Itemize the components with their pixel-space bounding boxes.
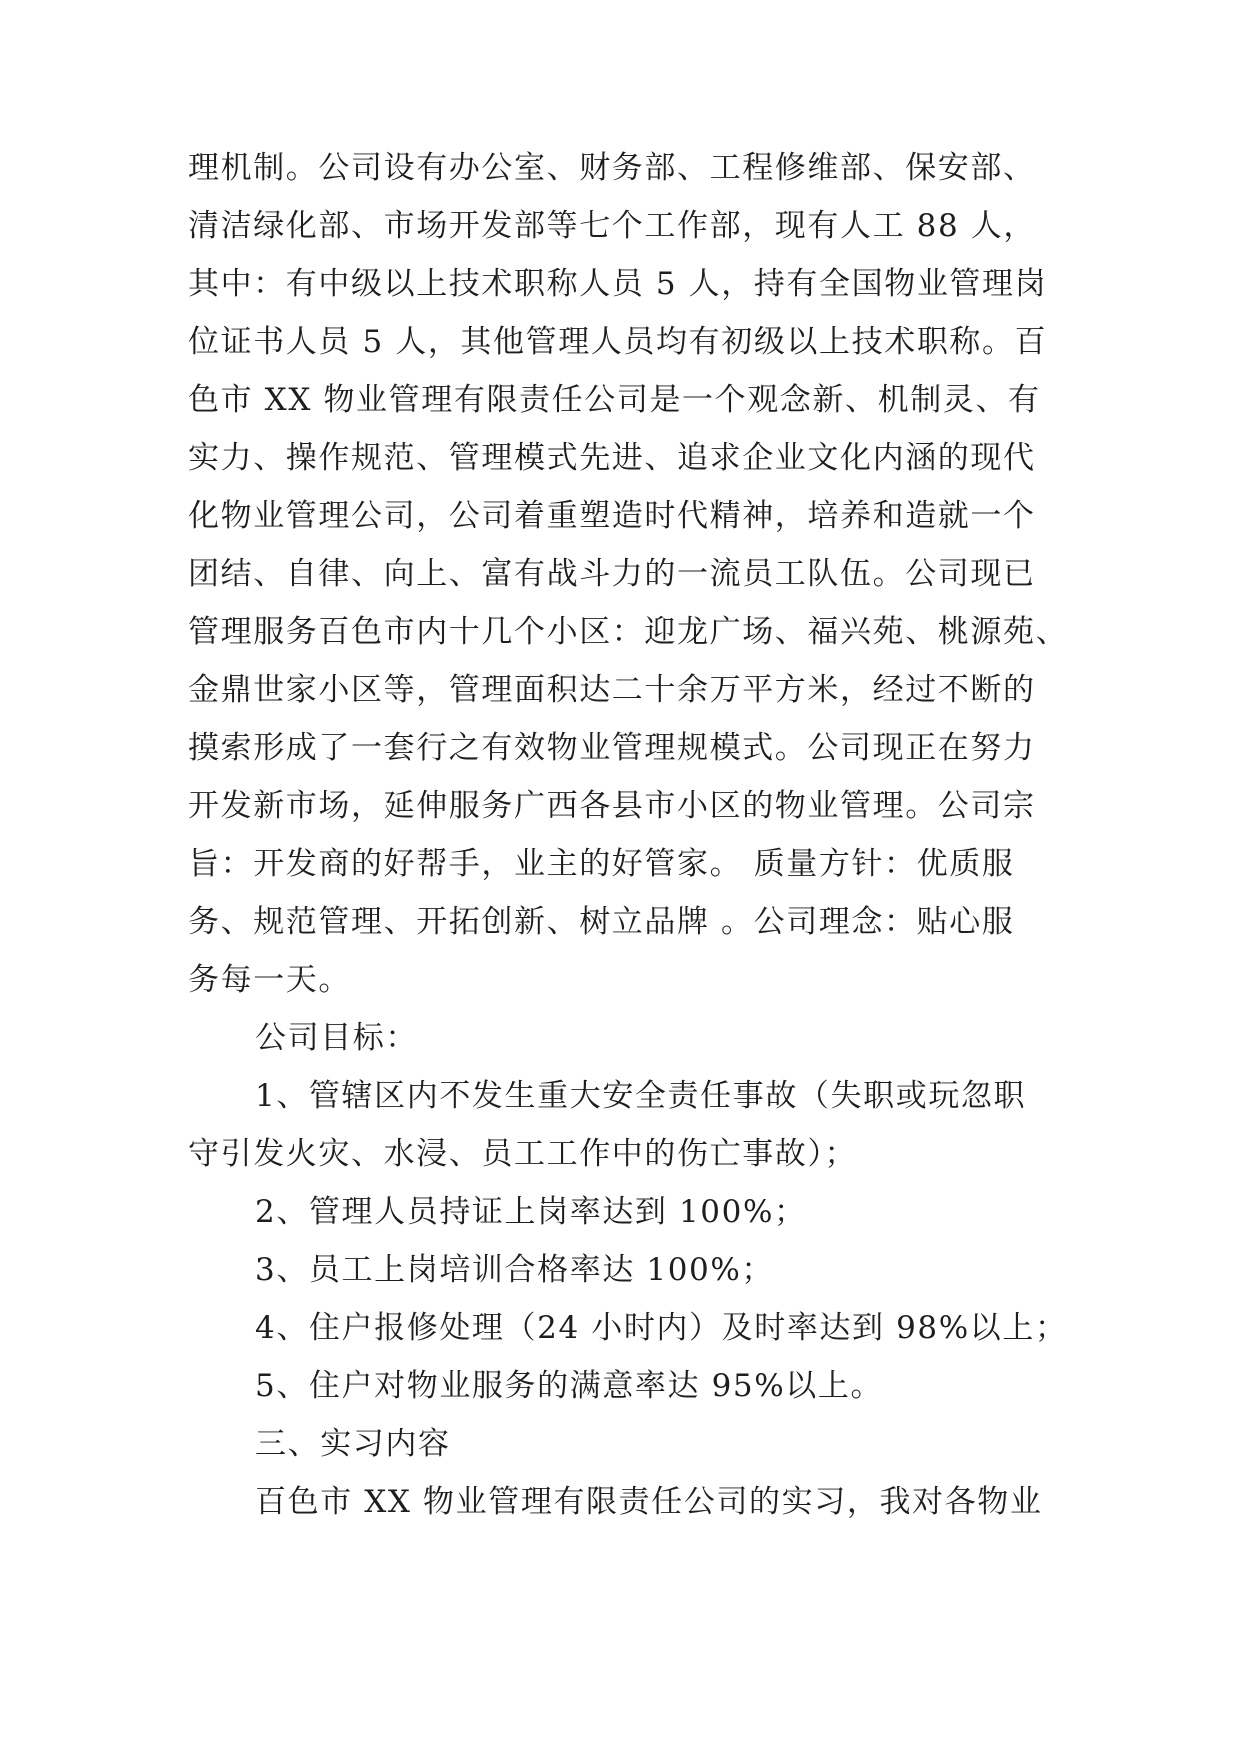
body-text-line: 旨：开发商的好帮手，业主的好管家。 质量方针：优质服 [188,846,1015,882]
body-text-line: 团结、自律、向上、富有战斗力的一流员工队伍。公司现已 [188,556,1036,592]
body-text-line: 务每一天。 [188,962,351,998]
body-text-line: 色市 XX 物业管理有限责任公司是一个观念新、机制灵、有 [188,382,1041,418]
goal-item-1: 1、管辖区内不发生重大安全责任事故（失职或玩忽职 [255,1078,1027,1114]
goal-item-2: 2、管理人员持证上岗率达到 100%； [255,1194,807,1230]
section-heading-internship-content: 三、实习内容 [255,1426,451,1462]
goal-item-5: 5、住户对物业服务的满意率达 95%以上。 [255,1368,884,1404]
body-text-line: 开发新市场，延伸服务广西各县市小区的物业管理。公司宗 [188,788,1036,824]
body-text-line: 摸索形成了一套行之有效物业管理规模式。公司现正在努力 [188,730,1036,766]
body-text-line: 务、规范管理、开拓创新、树立品牌 。公司理念：贴心服 [188,904,1015,940]
body-text-line: 管理服务百色市内十几个小区：迎龙广场、福兴苑、桃源苑、 [188,614,1069,650]
body-text-line: 清洁绿化部、市场开发部等七个工作部，现有人工 88 人， [188,208,1036,244]
body-text-line: 其中：有中级以上技术职称人员 5 人，持有全国物业管理岗 [188,266,1048,302]
goal-item-3: 3、员工上岗培训合格率达 100%； [255,1252,775,1288]
section-heading-company-goals: 公司目标： [255,1020,418,1056]
goal-item-4: 4、住户报修处理（24 小时内）及时率达到 98%以上； [255,1310,1068,1346]
body-text-line: 理机制。公司设有办公室、财务部、工程修维部、保安部、 [188,150,1036,186]
goal-item-1-continued: 守引发火灾、水浸、员工工作中的伤亡事故）； [188,1136,858,1172]
body-text-line: 实力、操作规范、管理模式先进、追求企业文化内涵的现代 [188,440,1036,476]
body-text-line: 位证书人员 5 人，其他管理人员均有初级以上技术职称。百 [188,324,1048,360]
body-text-line: 化物业管理公司，公司着重塑造时代精神，培养和造就一个 [188,498,1036,534]
body-text-line: 百色市 XX 物业管理有限责任公司的实习，我对各物业 [255,1484,1043,1520]
body-text-line: 金鼎世家小区等，管理面积达二十余万平方米，经过不断的 [188,672,1036,708]
